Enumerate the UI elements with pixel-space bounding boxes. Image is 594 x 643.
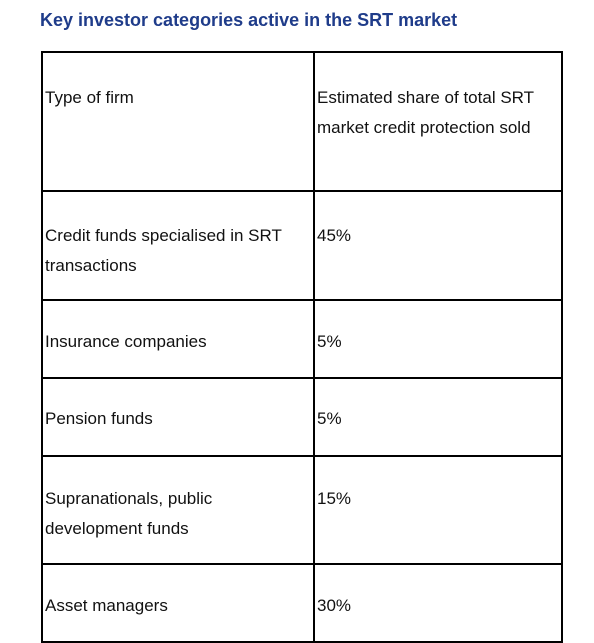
firm-type-cell: [42, 564, 314, 642]
firm-type-label: Insurance companies: [45, 332, 207, 351]
share-value: 15%: [317, 489, 352, 508]
header-cell-type-of-firm: [42, 52, 314, 191]
share-cell: [314, 564, 562, 642]
share-value: 5%: [317, 409, 342, 428]
firm-type-cell: [42, 378, 314, 456]
share-cell: [314, 456, 562, 564]
share-cell: [314, 300, 562, 378]
table-row: [42, 300, 562, 378]
header-label: Estimated share of total SRT market credit protection sold: [317, 88, 534, 137]
share-cell: [314, 378, 562, 456]
table-header-row: [42, 52, 562, 191]
firm-type-label: Supranationals, public development funds: [45, 489, 213, 538]
firm-type-cell: [42, 456, 314, 564]
header-label: Type of firm: [45, 88, 134, 107]
table-row: [42, 378, 562, 456]
share-value: 5%: [317, 332, 342, 351]
share-value: 30%: [317, 596, 352, 615]
table-row: [42, 456, 562, 564]
firm-type-label: Pension funds: [45, 409, 153, 428]
firm-type-label: Credit funds specialised in SRT transactions: [45, 226, 282, 275]
header-cell-estimated-share: [314, 52, 562, 191]
share-value: 45%: [317, 226, 352, 245]
share-cell: [314, 191, 562, 300]
firm-type-label: Asset managers: [45, 596, 168, 615]
investor-categories-table: [41, 51, 563, 643]
page-title: Key investor categories active in the SRT market: [40, 10, 458, 30]
firm-type-cell: [42, 191, 314, 300]
table-row: [42, 191, 562, 300]
table-row: [42, 564, 562, 642]
firm-type-cell: [42, 300, 314, 378]
